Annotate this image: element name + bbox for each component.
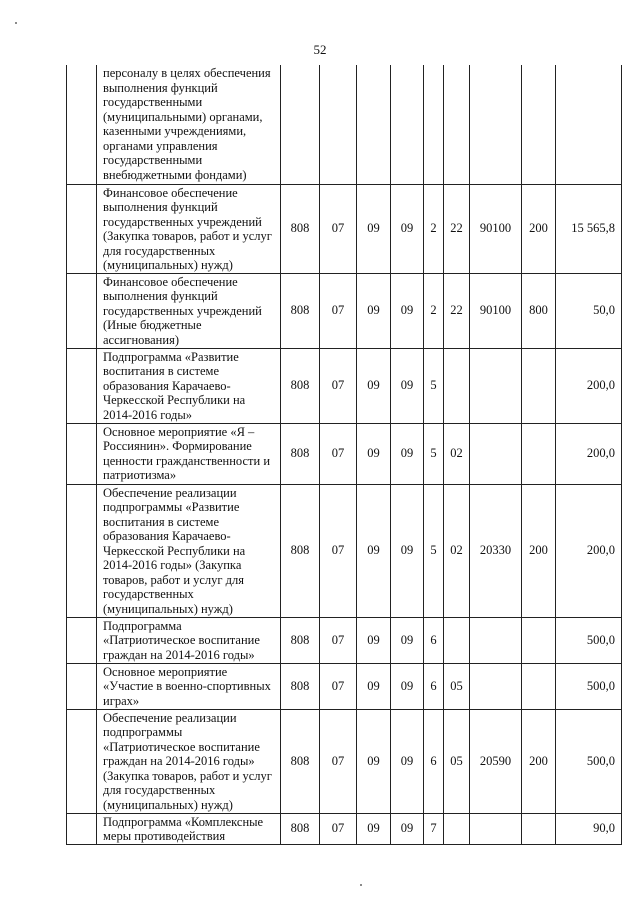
table-row <box>67 184 622 273</box>
amount-cell: 50,0 <box>556 273 622 348</box>
code-cell: 09 <box>391 184 424 273</box>
code-cell: 90100 <box>470 273 522 348</box>
table-row <box>67 484 622 617</box>
code-cell: 90100 <box>470 184 522 273</box>
description-cell: персоналу в целях обеспечения выполнения функций государственными (муниципальными) органами, казенными учреждениями, органами управления государственными внебюджетными фондами) <box>97 65 281 184</box>
code-cell: 09 <box>357 273 391 348</box>
description-cell: Финансовое обеспечение выполнения функций государственных учреждений (Закупка товаров, работ и услуг для государственных (муниципальных) нужд) <box>97 184 281 273</box>
code-cell: 808 <box>281 348 320 423</box>
amount-cell <box>556 65 622 184</box>
row-index-cell <box>67 663 97 709</box>
description-cell: Обеспечение реализации подпрограммы «Патриотическое воспитание граждан на 2014-2016 годы» (Закупка товаров, работ и услуг для государственных (муниципальных) нужд) <box>97 709 281 813</box>
table-row <box>67 348 622 423</box>
code-cell <box>470 423 522 484</box>
code-cell: 5 <box>424 484 444 617</box>
code-cell <box>470 348 522 423</box>
code-cell <box>281 65 320 184</box>
row-index-cell <box>67 484 97 617</box>
code-cell: 05 <box>444 709 470 813</box>
code-cell <box>470 617 522 663</box>
description-cell: Основное мероприятие «Участие в военно-спортивных играх» <box>97 663 281 709</box>
amount-cell: 500,0 <box>556 709 622 813</box>
table-row <box>67 709 622 813</box>
code-cell <box>444 65 470 184</box>
code-cell: 07 <box>320 273 357 348</box>
code-cell: 808 <box>281 709 320 813</box>
row-index-cell <box>67 184 97 273</box>
code-cell: 09 <box>357 813 391 844</box>
code-cell: 200 <box>522 184 556 273</box>
code-cell <box>522 423 556 484</box>
amount-cell: 500,0 <box>556 617 622 663</box>
code-cell: 808 <box>281 663 320 709</box>
budget-table <box>66 65 622 845</box>
description-cell: Подпрограмма «Развитие воспитания в системе образования Карачаево-Черкесской Республики на 2014-2016 годы» <box>97 348 281 423</box>
code-cell: 09 <box>357 184 391 273</box>
row-index-cell <box>67 709 97 813</box>
code-cell: 808 <box>281 617 320 663</box>
code-cell: 09 <box>357 709 391 813</box>
code-cell: 09 <box>357 663 391 709</box>
description-cell: Подпрограмма «Патриотическое воспитание граждан на 2014-2016 годы» <box>97 617 281 663</box>
table-row <box>67 273 622 348</box>
code-cell: 07 <box>320 709 357 813</box>
amount-cell: 500,0 <box>556 663 622 709</box>
code-cell: 2 <box>424 273 444 348</box>
code-cell <box>424 65 444 184</box>
row-index-cell <box>67 617 97 663</box>
code-cell: 09 <box>391 663 424 709</box>
table-row <box>67 663 622 709</box>
scan-speck <box>15 22 17 24</box>
code-cell: 808 <box>281 484 320 617</box>
code-cell: 200 <box>522 484 556 617</box>
code-cell <box>470 65 522 184</box>
code-cell: 7 <box>424 813 444 844</box>
code-cell: 6 <box>424 709 444 813</box>
code-cell: 20590 <box>470 709 522 813</box>
row-index-cell <box>67 65 97 184</box>
code-cell: 22 <box>444 273 470 348</box>
code-cell: 808 <box>281 813 320 844</box>
code-cell: 07 <box>320 484 357 617</box>
amount-cell: 200,0 <box>556 348 622 423</box>
code-cell: 09 <box>391 484 424 617</box>
description-cell: Финансовое обеспечение выполнения функций государственных учреждений (Иные бюджетные ассигнования) <box>97 273 281 348</box>
code-cell: 07 <box>320 348 357 423</box>
description-cell: Подпрограмма «Комплексные меры противодействия <box>97 813 281 844</box>
code-cell: 2 <box>424 184 444 273</box>
code-cell: 09 <box>391 709 424 813</box>
code-cell: 09 <box>391 423 424 484</box>
code-cell <box>320 65 357 184</box>
code-cell: 09 <box>357 423 391 484</box>
table-row <box>67 617 622 663</box>
code-cell <box>522 617 556 663</box>
code-cell <box>470 813 522 844</box>
code-cell: 200 <box>522 709 556 813</box>
table-row <box>67 65 622 184</box>
code-cell <box>522 813 556 844</box>
amount-cell: 90,0 <box>556 813 622 844</box>
code-cell: 07 <box>320 813 357 844</box>
description-cell: Основное мероприятие «Я – Россиянин». Формирование ценности гражданственности и патриотизма» <box>97 423 281 484</box>
code-cell: 07 <box>320 423 357 484</box>
code-cell: 800 <box>522 273 556 348</box>
code-cell: 808 <box>281 423 320 484</box>
code-cell <box>357 65 391 184</box>
code-cell: 07 <box>320 617 357 663</box>
code-cell <box>391 65 424 184</box>
table-row <box>67 813 622 844</box>
amount-cell: 15 565,8 <box>556 184 622 273</box>
code-cell: 6 <box>424 617 444 663</box>
amount-cell: 200,0 <box>556 423 622 484</box>
code-cell: 02 <box>444 423 470 484</box>
code-cell: 09 <box>357 617 391 663</box>
row-index-cell <box>67 423 97 484</box>
code-cell: 6 <box>424 663 444 709</box>
code-cell: 20330 <box>470 484 522 617</box>
scan-speck <box>360 884 362 886</box>
code-cell <box>522 348 556 423</box>
table-row <box>67 423 622 484</box>
code-cell <box>444 348 470 423</box>
code-cell: 5 <box>424 348 444 423</box>
row-index-cell <box>67 348 97 423</box>
row-index-cell <box>67 813 97 844</box>
code-cell: 05 <box>444 663 470 709</box>
code-cell: 808 <box>281 273 320 348</box>
code-cell: 07 <box>320 184 357 273</box>
code-cell <box>522 663 556 709</box>
code-cell: 09 <box>391 617 424 663</box>
code-cell <box>444 617 470 663</box>
code-cell: 09 <box>391 273 424 348</box>
code-cell: 5 <box>424 423 444 484</box>
row-index-cell <box>67 273 97 348</box>
amount-cell: 200,0 <box>556 484 622 617</box>
page-number: 52 <box>313 42 327 57</box>
description-cell: Обеспечение реализации подпрограммы «Развитие воспитания в системе образования Карачаево-Черкесской Республики на 2014-2016 годы» (Закупка товаров, работ и услуг для государственных (муниципальных) нужд) <box>97 484 281 617</box>
code-cell: 07 <box>320 663 357 709</box>
code-cell: 808 <box>281 184 320 273</box>
code-cell: 09 <box>357 348 391 423</box>
code-cell: 02 <box>444 484 470 617</box>
code-cell: 22 <box>444 184 470 273</box>
code-cell: 09 <box>391 348 424 423</box>
code-cell <box>522 65 556 184</box>
code-cell <box>470 663 522 709</box>
code-cell <box>444 813 470 844</box>
code-cell: 09 <box>357 484 391 617</box>
code-cell: 09 <box>391 813 424 844</box>
